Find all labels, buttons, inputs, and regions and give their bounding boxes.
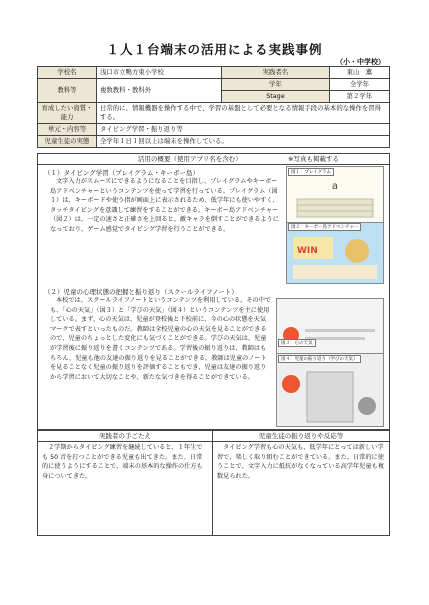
subject-label: 教科等	[38, 79, 97, 103]
page-subtitle: （小・中学校）	[336, 58, 385, 66]
unit-value: タイピング学習・振り返り等	[97, 124, 390, 136]
figure1-caption: 図１：プレイグラム	[288, 168, 334, 176]
info-table	[37, 66, 390, 148]
section2-text: 本校では、スクールライフノートというコンテンツを利用している。その中でも、「心の天気」（図３）と「学びの天気」（図４）というコンテンツを主に使用している。まず、心の天気は、児童が登校後と下校前に、今の心の状態を天気マークで表すといったものだ。教師は全校児童の心の天気を見ることができるので、児童のちょっとした変化にも気づくことができる。学びの天気は、児童が学習後に振り返りを書くコンテンツである。学習後の振り返りは、教師はもちろん、児童も他の友達の振り返りを見ることができる。教師は児童のノートを見ることなく児童の振り返りを評価することもでき、児童は友達の振り返りから学習において大切なことや、新たな気づきを得ることができている。	[50, 297, 272, 381]
manabi-weather-screenshot-icon	[277, 354, 383, 426]
students-text: タイピング学習も心の天気も、低学年にとっては新しい学習で、楽しく取り組むことができている。また、日常的に使うことで、文字入力に抵抗がなくなっている高学年児童も複数見られた。	[217, 444, 384, 480]
stage-value: 第２学年	[329, 91, 389, 103]
ability-value: 日常的に、情報機器を操作する中で、学習の基盤として必要となる情報手段の基本的な操作を習得する。	[97, 103, 390, 124]
section2-title: （２）児童の心理状態の把握と振り返り（スクールライフノート）	[44, 288, 238, 296]
figure4-caption: 図４：児童の振り返り（学びの天気）	[278, 355, 361, 363]
keyboard-island-screenshot-icon	[287, 223, 383, 283]
teacher-label: 実践者名	[222, 67, 330, 79]
teacher-value: 東山 薫	[329, 67, 389, 79]
page-title: １人１台端末の活用による実践事例	[106, 42, 323, 57]
subject-value: 複数教科・教科外	[97, 79, 222, 103]
svg-text:a: a	[331, 181, 339, 192]
overview-heading: 活用の概要（使用アプリ名を含む）	[138, 155, 242, 163]
grade-value: 全学年	[329, 79, 389, 91]
practitioner-heading: 実践者の手ごたえ	[38, 431, 212, 442]
student-value: 全学年１日１回以上は端末を操作している。	[97, 136, 390, 148]
figure2-keyboard-island	[286, 222, 384, 284]
figure2-caption: 図２：キーボー島アドベンチャー	[288, 223, 361, 231]
reflection-section	[37, 430, 390, 536]
overview-note: ※写真も掲載する	[288, 155, 339, 163]
section1-title: （１）タイピング学習（プレイグラム・キーボー島）	[44, 169, 199, 177]
figure3-caption: 図３：心の天気	[278, 339, 316, 347]
practitioner-text: ２学期からタイピング練習を継続していると、１年生でも 50 音を打つことができる児童も出てきた。また、日常的に使うようにすることで、端末の基本的な操作の仕方も身についてきた。	[42, 444, 203, 480]
divider	[212, 431, 213, 535]
student-label: 児童生徒の実態	[38, 136, 97, 148]
unit-label: 単元・内容等	[38, 124, 97, 136]
students-heading: 児童生徒の振り返りや反応等	[213, 431, 389, 442]
section1-text: 文字入力がスムーズにできるようになることを目指し、プレイグラムやキーボー島アドベンチャーというコンテンツを使って学習を行っている。プレイグラム（図１）は、キーボードや使う指が画面上に表示されるため、低学年にも使いやすく、タッチタイピングを意識して練習をすることができる。キーボー島アドベンチャー（図２）は、一定の速さと正確さを上回ると、敵キャラを倒すことができるようになっており、ゲーム感覚でタイピング学習を行うことができる。	[50, 178, 279, 233]
school-label: 学校名	[38, 67, 97, 79]
ability-label: 育成したい資質・能力	[38, 103, 97, 124]
figure4-manabi-weather	[276, 353, 384, 427]
school-value: 浅口市立鴨方東小学校	[97, 67, 222, 79]
grade-label: 学年	[222, 79, 330, 91]
svg-text:WIN: WIN	[297, 246, 318, 256]
stage-label: Stage	[222, 91, 330, 103]
